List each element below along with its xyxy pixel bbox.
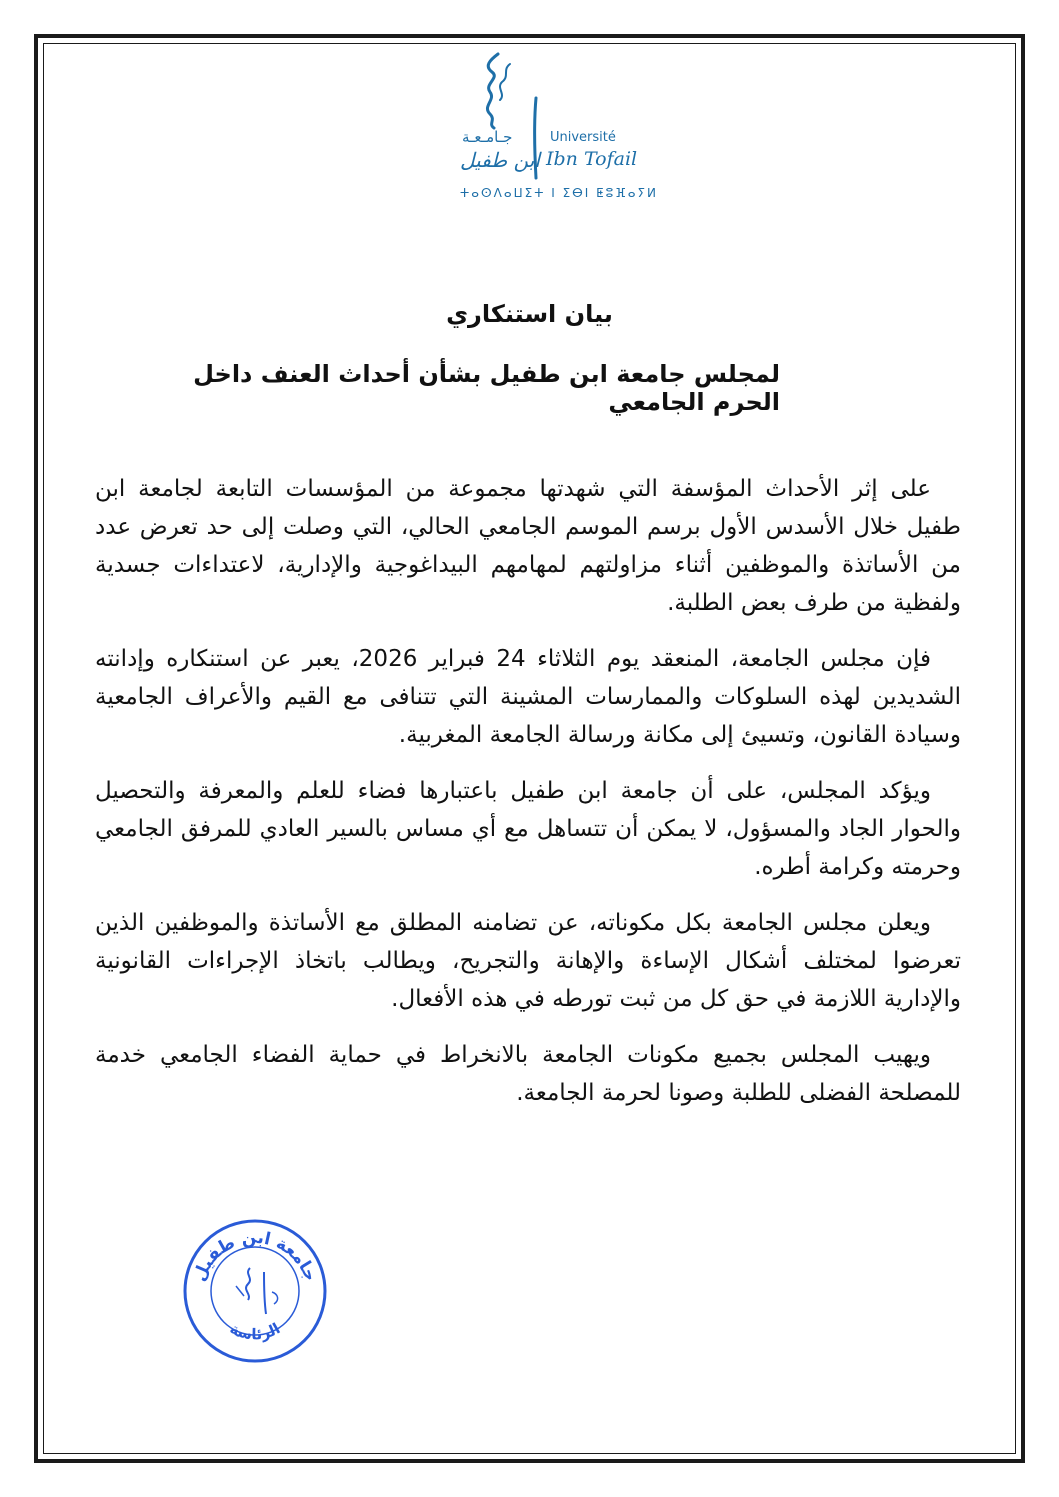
stamp-bottom-text: الرئاسة — [226, 1319, 284, 1344]
paragraph-3: ويؤكد المجلس، على أن جامعة ابن طفيل باعتبارها فضاء للعلم والمعرفة والتحصيل والحوار الجاد والمسؤول، لا يمكن أن تتساهل مع أي مساس بالسير العادي للمرفق الجامعي وحرمته وكرامة أطره. — [95, 778, 961, 880]
logo-french-name: Ibn Tofail — [546, 148, 638, 170]
document-subtitle: لمجلس جامعة ابن طفيل بشأن أحداث العنف داخل الحرم الجامعي — [193, 360, 780, 416]
stamp-top-text: جامعة ابن طفيل — [189, 1227, 321, 1285]
logo-tifinagh-name: ⵜⴰⵙⴷⴰⵡⵉⵜ ⵏ ⵉⴱⵏ ⵟⵓⴼⴰⵢⵍ — [460, 186, 659, 200]
svg-text:الرئاسة — [227, 1319, 283, 1343]
university-logo — [440, 50, 659, 210]
paragraph-4: ويعلن مجلس الجامعة بكل مكوناته، عن تضامنه المطلق مع الأساتذة والموظفين الذين تعرضوا لمختلف أشكال الإساءة والإهانة والتجريح، ويطالب باتخاذ الإجراءات القانونية والإدارية اللازمة في حق كل من ثبت تورطه في هذه الأفعال. — [95, 910, 961, 1012]
document-title: بيان استنكاري — [446, 300, 613, 328]
svg-text:جامعة ابن طفيل — [189, 1228, 320, 1285]
logo-arabic-name: ابن طفيل — [460, 148, 540, 172]
document-body — [95, 470, 961, 1130]
paragraph-5: ويهيب المجلس بجميع مكونات الجامعة بالانخراط في حماية الفضاء الجامعي خدمة للمصلحة الفضلى للطلبة وصونا لحرمة الجامعة. — [95, 1042, 961, 1106]
official-stamp — [180, 1216, 330, 1366]
paragraph-2: فإن مجلس الجامعة، المنعقد يوم الثلاثاء 24 فبراير 2026، يعبر عن استنكاره وإدانته الشديدين لهذه السلوكات والممارسات المشينة التي تتنافى مع القيم والأعراف الجامعية وسيادة القانون، وتسيئ إلى مكانة ورسالة الجامعة المغربية. — [95, 646, 961, 748]
logo-arabic-university: جـامـعـة — [462, 128, 513, 146]
paragraph-1: على إثر الأحداث المؤسفة التي شهدتها مجموعة من المؤسسات التابعة لجامعة ابن طفيل خلال الأسدس الأول برسم الموسم الجامعي الحالي، التي وصلت إلى حد تعرض عدد من الأساتذة والموظفين أثناء مزاولتهم لمهامهم البيداغوجية والإدارية، لاعتداءات جسدية ولفظية من طرف بعض الطلبة. — [95, 476, 961, 616]
stamp-seal-icon — [180, 1216, 330, 1366]
logo-french-university: Université — [550, 130, 616, 145]
